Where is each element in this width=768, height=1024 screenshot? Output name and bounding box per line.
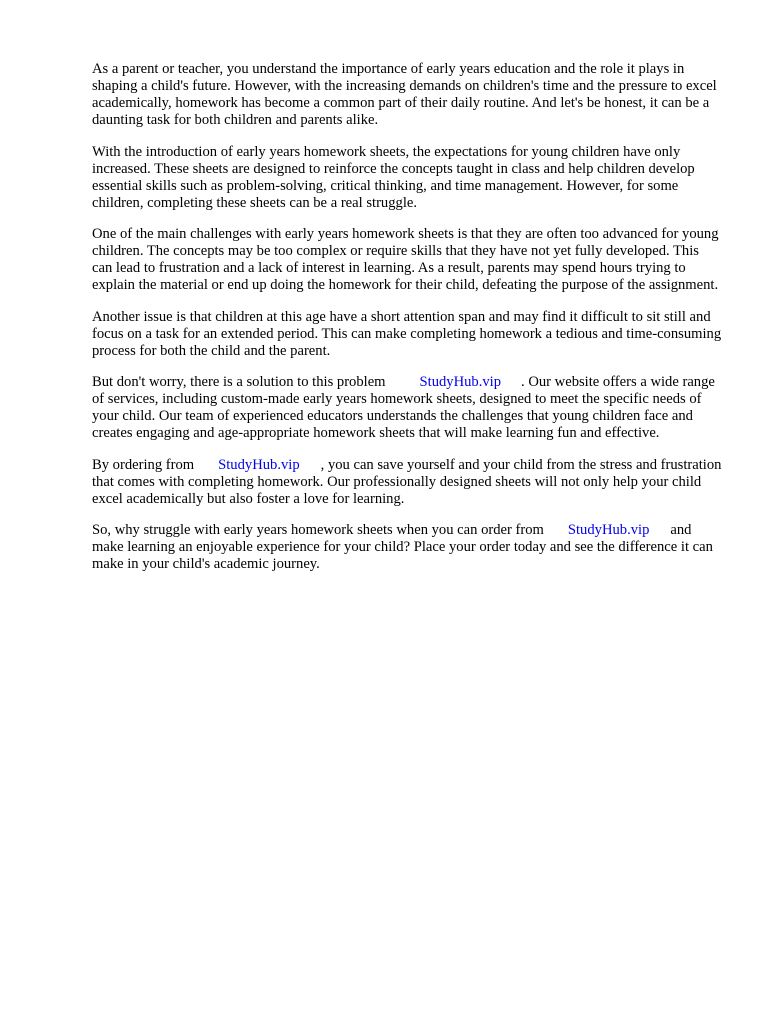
- paragraph-attention-span: Another issue is that children at this age have a short attention span and may find it difficult to sit still and focus on a task for an extended period. This can make completing homework a tedious and time-consuming process for both the child and the parent.: [92, 308, 722, 359]
- studyhub-link[interactable]: StudyHub.vip: [218, 456, 300, 473]
- closing-text-after: and make learning an enjoyable experience for your child? Place your order today and see the difference it can make in your child's academic journey.: [92, 522, 713, 572]
- paragraph-challenges: One of the main challenges with early years homework sheets is that they are often too advanced for young children. The concepts may be too complex or require skills that they have not yet fully developed. This can lead to frustration and a lack of interest in learning. As a result, parents may spend hours trying to explain the material or end up doing the homework for their child, defeating the purpose of the assignment.: [92, 226, 719, 293]
- paragraph-intro: As a parent or teacher, you understand the importance of early years education and the role it plays in shaping a child's future. However, with the increasing demands on children's time and the pressure to excel academically, homework has become a common part of their daily routine. And let's be honest, it can be a daunting task for both children and parents alike.: [92, 61, 717, 128]
- document-body: [92, 61, 722, 588]
- studyhub-link[interactable]: StudyHub.vip: [567, 522, 650, 538]
- paragraph-solution: [92, 374, 722, 442]
- paragraph-homework-sheets: With the introduction of early years homework sheets, the expectations for young children have only increased. These sheets are designed to reinforce the concepts taught in class and help children develop essential skills such as problem-solving, critical thinking, and time management. However, for some children, completing these sheets can be a real struggle.: [92, 143, 695, 211]
- closing-text-before: So, why struggle with early years homework sheets when you can order from: [92, 522, 544, 538]
- ordering-text-after: , you can save yourself and your child from the stress and frustration that comes with completing homework. Our professionally designed sheets will not only help your child excel academically but also foster a love for learning.: [92, 456, 722, 507]
- paragraph-closing: [92, 522, 722, 573]
- ordering-text-before: By ordering from: [92, 456, 195, 473]
- studyhub-link[interactable]: StudyHub.vip: [419, 374, 502, 390]
- paragraph-ordering: [92, 457, 722, 508]
- solution-text-before: But don't worry, there is a solution to this problem: [92, 374, 386, 390]
- solution-text-after: . Our website offers a wide range of services, including custom-made early years homework sheets, designed to meet the specific needs of your child. Our team of experienced educators understands the challenges that young children face and creates engaging and age-appropriate homework sheets that will make learning fun and effective.: [92, 374, 715, 441]
